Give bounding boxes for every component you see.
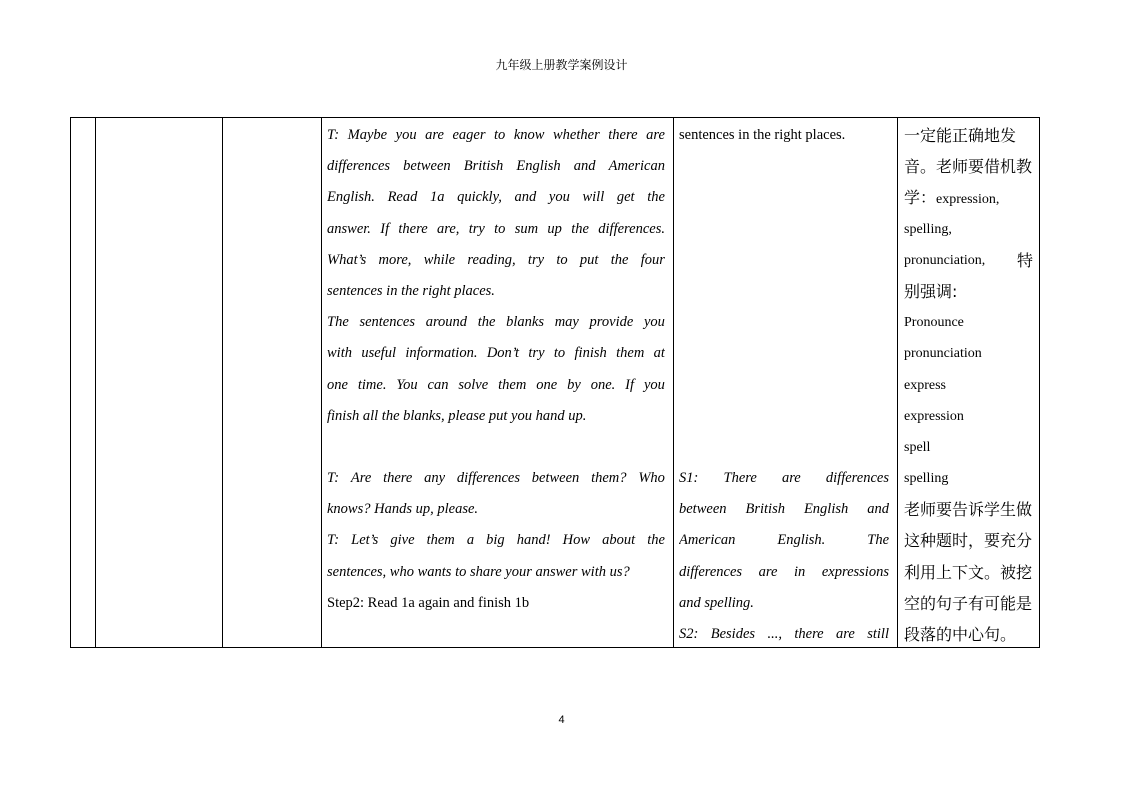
student-line [679,432,889,463]
notes-line: 利用上下文。被挖 [904,562,1033,582]
notes-line [904,182,1033,213]
notes-line: 一定能正确地发 [904,126,1017,145]
notes-line: 老师要告诉学生做 [904,500,1033,520]
student-line: S2: Besides ..., there are still [679,626,889,642]
teacher-line: What’s more, while reading, try to put the four [327,251,665,268]
page-number: 4 [558,714,565,726]
design-notes-cell [898,118,1039,647]
student-line [679,307,889,338]
teacher-line: sentences in the right places. [327,282,495,299]
teacher-line: knows? Hands up, please. [327,501,479,518]
student-activity-text [679,120,889,650]
teacher-line: English. Read 1a quickly, and you will get the [327,189,665,206]
teacher-line: finish all the blanks, please put you hand up. [327,407,587,424]
teacher-activity-text [327,120,665,619]
teacher-line [327,432,665,463]
teacher-line: T: Are there any differences between them? Who [327,470,665,487]
document-header: 九年级上册教学案例设计 [495,58,628,72]
student-line [679,276,889,307]
notes-line: 音。老师要借机教 [904,157,1033,177]
student-line [679,338,889,369]
student-line [679,151,889,182]
notes-line: 空的句子有可能是 [904,593,1033,613]
notes-line: 段落的中心句。 [904,625,1017,644]
notes-line: 这种题时，要充分 [904,531,1033,551]
notes-fragment: 特 [1016,250,1033,270]
teacher-line: T: Let’s give them a big hand! How about the [327,532,665,549]
student-line: sentences in the right places. [679,127,846,143]
student-line: between British English and [679,501,889,518]
student-line [679,182,889,213]
design-notes-text [904,120,1033,650]
table-column-1 [71,118,96,647]
notes-fragment: 学： [904,188,937,208]
student-line: American English. The [679,532,889,549]
notes-line: spell [904,439,931,455]
notes-line: spelling, [904,221,952,237]
notes-fragment: pronunciation, [904,252,986,268]
notes-line: express [904,377,946,393]
teacher-line: Step2: Read 1a again and finish 1b [327,594,530,611]
teacher-line: differences between British English and American [327,158,665,175]
student-line: differences are in expressions [679,563,889,580]
notes-line: expression [904,408,964,424]
teacher-line: one time. You can solve them one by one. If you [327,376,665,393]
notes-line [904,245,1033,276]
student-line: and spelling. [679,594,754,611]
notes-fragment: expression, [936,192,1000,208]
student-line [679,214,889,245]
student-activity-cell [674,118,898,647]
lesson-plan-table [70,117,1040,648]
student-line: S1: There are differences [679,470,889,487]
notes-line: 别强调: [904,281,958,301]
notes-line: Pronounce [904,315,964,331]
teacher-line: sentences, who wants to share your answer with us? [327,563,630,580]
student-line [679,370,889,401]
teacher-line: answer. If there are, try to sum up the differences. [327,220,665,237]
table-column-2 [96,118,223,647]
teacher-activity-cell [322,118,674,647]
table-column-3 [223,118,322,647]
notes-line: pronunciation [904,346,982,362]
teacher-line: The sentences around the blanks may provide you [327,314,665,331]
student-line [679,245,889,276]
teacher-line: T: Maybe you are eager to know whether there are [327,127,665,143]
teacher-line: with useful information. Don’t try to finish them at [327,345,665,362]
student-line [679,401,889,432]
notes-line: spelling [904,471,949,487]
